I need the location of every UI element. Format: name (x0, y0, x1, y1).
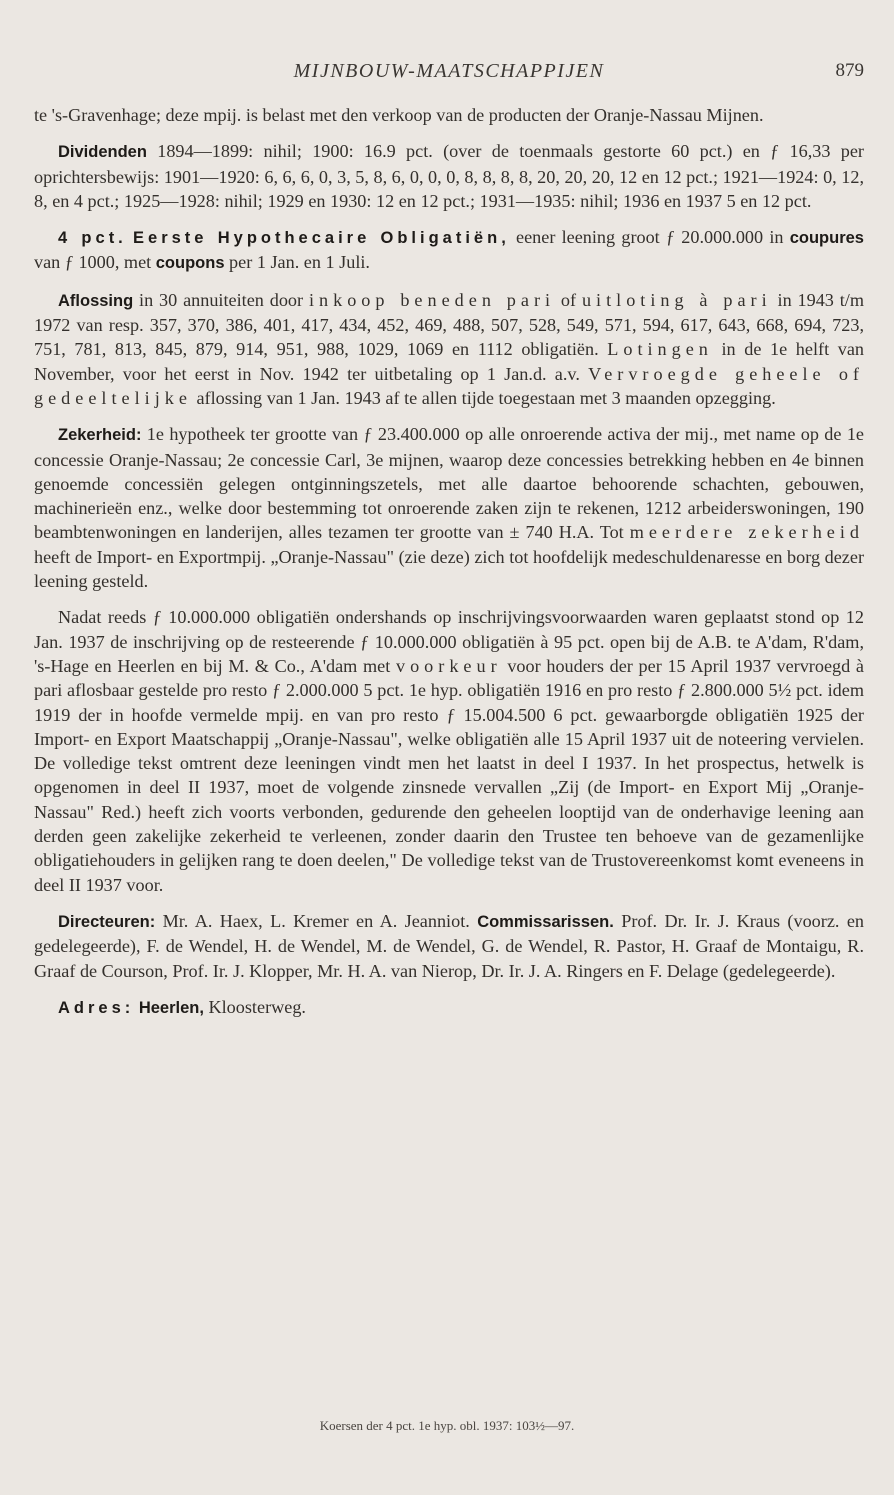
zekerheid-spaced-1: meerdere zekerheid (629, 522, 865, 543)
dividends-paragraph (34, 139, 864, 213)
bond-coupures: coupures (789, 229, 864, 248)
adres-city: Heerlen, (138, 998, 204, 1017)
price-footnote: Koersen der 4 pct. 1e hyp. obl. 1937: 103½—97. (319, 1418, 575, 1433)
nadat-text-1: Nadat reeds ƒ 10.000.000 obligatiën ondershands op inschrijvingsvoorwaarden waren geplaatst stond op 12 Jan. 1937 de inschrijving op de resteerende ƒ 10.000.000 obligatiën à 95 pct. open bij de A.B. te A'dam, R'dam, 's-Hage en Heerlen en bij M. & Co., A'dam met (34, 607, 864, 676)
intro-paragraph: te 's-Gravenhage; deze mpij. is belast met den verkoop van de producten der Oranje-Nassau Mijnen. (34, 105, 764, 125)
directeuren-label: Directeuren: (58, 912, 156, 931)
commissarissen-label: Commissarissen. (477, 912, 614, 931)
page-body (34, 103, 864, 1032)
aflossing-text-4: in de 1e helft van November, voor het eerst in Nov. 1942 ter uitbetaling op 1 Jan.d. a.v. (34, 339, 864, 384)
zekerheid-paragraph (34, 422, 864, 593)
zekerheid-text-1: 1e hypotheek ter grootte van ƒ 23.400.000 op alle onroerende activa der mij., met name op de 1e concessie Oranje-Nassau; 2e concessie Carl, 3e mijnen, waarop deze concessies betrekking hebben en 4e binnen genoemde concessiën gelegen ontginningszetels, met alle daartoe behoorende schachten, gebouwen, machinerieën enz., welke door bestemming tot onroerende zaken zijn te rekenen, 1212 arbeiderswoningen, 190 beambtenwoningen en landerijen, alles tezamen ter grootte van ± 740 H.A. Tot (34, 424, 864, 543)
page-header (34, 60, 864, 90)
page-number: 879 (835, 60, 864, 81)
bond-paragraph (34, 225, 864, 276)
adres-street: Kloosterweg. (203, 996, 306, 1017)
bond-text-3: per 1 Jan. en 1 Juli. (224, 252, 370, 273)
adres-label: Adres: (58, 998, 135, 1017)
bond-text-2: van ƒ 1000, met (34, 252, 156, 273)
running-title: MIJNBOUW-MAATSCHAPPIJEN (293, 60, 605, 82)
aflossing-label: Aflossing (58, 291, 134, 310)
nadat-spaced-1: voorkeur (395, 655, 502, 676)
bond-title: Eerste Hypothecaire Obligatiën, (133, 229, 510, 248)
aflossing-text-3: in 1943 t/m 1972 van resp. 357, 370, 386, 401, 417, 434, 452, 469, 488, 507, 528, 549, 571, 594, 617, 643, 668, 694, 723, 751, 781, 813, 845, 879, 914, 951, 988, 1029, 1069 en 1112 obligatiën. (34, 289, 865, 360)
aflossing-spaced-1: inkoop beneden pari (308, 289, 556, 310)
aflossing-spaced-2: uitloting à pari (581, 289, 772, 310)
aflossing-spaced-3: Lotingen (607, 339, 713, 360)
aflossing-text-5: aflossing van 1 Jan. 1943 af te allen tijde toegestaan met 3 maanden opzegging. (191, 387, 776, 408)
aflossing-paragraph (34, 288, 864, 410)
aflossing-spaced-4: Vervroegde geheele of gedeeltelijke (34, 363, 864, 408)
bond-coupons: coupons (155, 254, 225, 273)
aflossing-text-2: of (555, 289, 582, 310)
nadat-paragraph (34, 605, 864, 897)
bond-prefix: 4 pct. (58, 229, 127, 248)
dividends-text: 1894—1899: nihil; 1900: 16.9 pct. (over de toenmaals gestorte 60 pct.) en ƒ 16,33 per oprichtersbewijs: 1901—1920: 6, 6, 6, 0, 3, 5, 8, 6, 0, 0, 0, 8, 8, 8, 8, 20, 20, 20, 12 en 12 pct.; 1921—1924: 0, 12, 8, en 4 pct.; 1925—1928: nihil; 1929 en 1930: 12 en 12 pct.; 1931—1935: nihil; 1936 en 1937 5 en 12 pct. (34, 141, 865, 211)
nadat-text-2: voor houders der per 15 April 1937 vervroegd à pari aflosbaar gestelde pro resto ƒ 2.000.000 5 pct. 1e hyp. obligatiën 1916 en pro resto ƒ 2.800.000 5½ pct. idem 1919 der in hoofde vermelde mpij. en van pro resto ƒ 15.004.500 6 pct. gewaarborgde obligatiën 1925 der Import- en Export Maatschappij „Oranje-Nassau", welke obligatiën alle 15 April 1937 uit de noteering vervielen. De volledige tekst omtrent deze leeningen vindt men het laatst in deel I 1937. In het prospectus, hetwelk is opgenomen in deel II 1937, moet de volgende zinsnede vervallen „Zij (de Import- en Export Mij „Oranje-Nassau" Red.) heeft zich voorts verbonden, gedurende den geheelen looptijd van de onderhavige leening aan derden geen zakelijke zekerheid te verleenen, zonder daarin den Trustee ten behoeve van de gezamenlijke obligatiehouders in gelijken rang te doen deelen," De volledige tekst van de Trustovereenkomst komt eveneens in deel II 1937 voor. (34, 655, 864, 895)
zekerheid-label: Zekerheid: (58, 426, 142, 445)
dividends-label: Dividenden (58, 143, 147, 162)
bond-text-1: eener leening groot ƒ 20.000.000 in (509, 227, 790, 248)
commissarissen-text: Prof. Dr. Ir. J. Kraus (voorz. en gedelegeerde), F. de Wendel, H. de Wendel, M. de Wendel, G. de Wendel, R. Pastor, H. Graaf de Montaigu, R. Graaf de Courson, Prof. Ir. J. Klopper, Mr. H. A. van Nierop, Dr. Ir. J. A. Ringers en F. Delage (gedelegeerde). (34, 910, 864, 981)
directie-paragraph (34, 909, 864, 983)
zekerheid-text-2: heeft de Import- en Exportmpij. „Oranje-Nassau" (zie deze) zich tot hoofdelijk medeschuldenaresse en borg dezer leening gesteld. (34, 546, 864, 592)
aflossing-text-1: in 30 annuiteiten door (133, 289, 309, 310)
directeuren-text: Mr. A. Haex, L. Kremer en A. Jeanniot. (155, 910, 478, 931)
adres-paragraph (34, 995, 864, 1020)
